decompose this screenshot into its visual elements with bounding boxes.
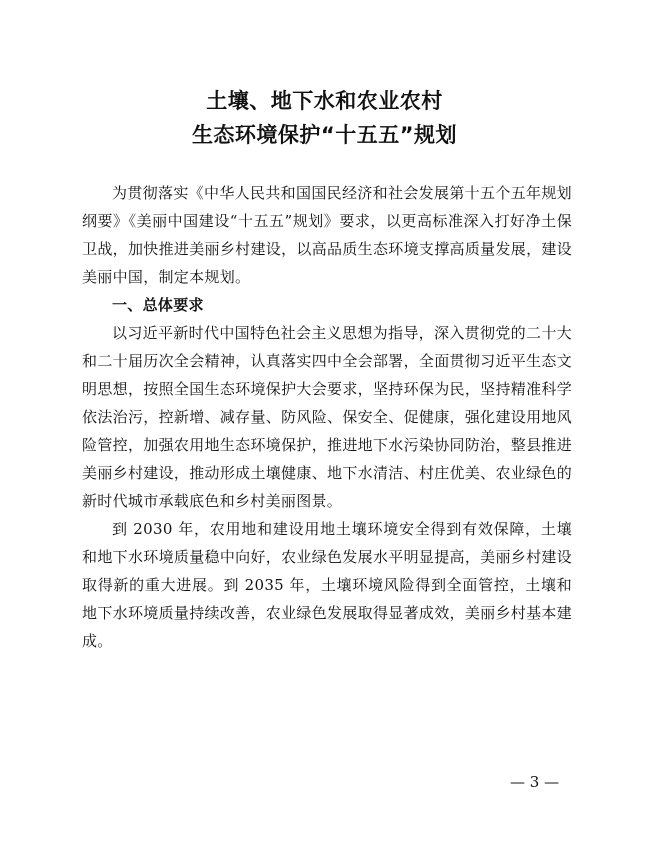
section-1-paragraph-guiding-ideology: 以习近平新时代中国特色社会主义思想为指导，深入贯彻党的二十大和二十届历次全会精神，认真落实四中全会部署，全面贯彻习近平生态文明思想，按照全国生态环境保护大会要求，坚持环保为民，坚持精准科学依法治污，控新增、减存量、防风险、保安全、促健康，强化建设用地风险管控，加强农用地生态环境保护，推进地下水污染协同防治，整县推进美丽乡村建设，推动形成土壤健康、地下水清洁、村庄优美、农业绿色的新时代城市承载底色和乡村美丽图景。	[82, 324, 572, 510]
title-line-1: 土壤、地下水和农业农村	[206, 89, 443, 113]
document-title	[0, 84, 649, 152]
document-body	[82, 179, 572, 655]
section-heading-general-requirements: 一、总体要求	[112, 296, 204, 314]
intro-paragraph: 为贯彻落实《中华人民共和国国民经济和社会发展第十五个五年规划纲要》《美丽中国建设“十五五”规划》要求，以更高标准深入打好净土保卫战，加快推进美丽乡村建设，以高品质生态环境支撑高质量发展，建设美丽中国，制定本规划。	[82, 184, 572, 286]
section-1-paragraph-targets: 到 2030 年，农用地和建设用地土壤环境安全得到有效保障，土壤和地下水环境质量稳中向好，农业绿色发展水平明显提高，美丽乡村建设取得新的重大进展。到 2035 年，土壤环境风险得到全面管控，土壤和地下水环境质量持续改善，农业绿色发展取得显著成效，美丽乡村基本建成。	[82, 520, 572, 650]
title-line-2: 生态环境保护“十五五”规划	[191, 123, 458, 147]
page-number: — 3 —	[510, 773, 560, 791]
